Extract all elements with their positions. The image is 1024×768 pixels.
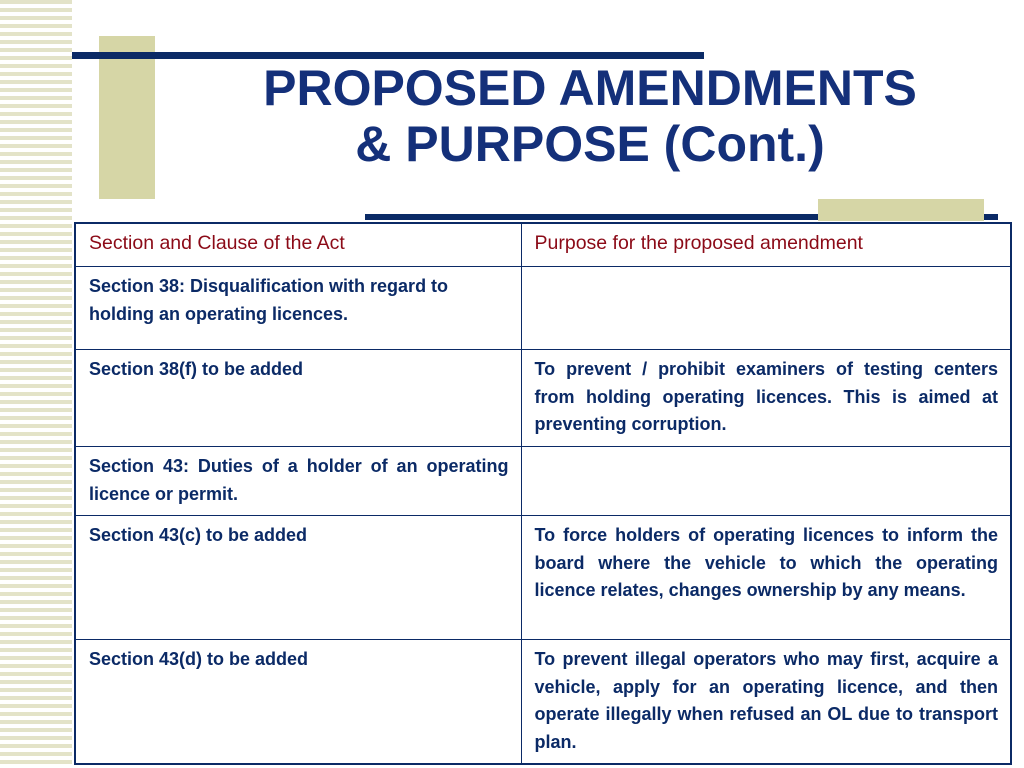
slide-title-line-1: PROPOSED AMENDMENTS — [263, 60, 917, 116]
table-header-row — [75, 223, 1011, 267]
title-top-rule — [72, 52, 704, 59]
slide-title-line-2: & PURPOSE (Cont.) — [355, 116, 825, 172]
purpose-cell: To prevent / prohibit examiners of testing centers from holding operating licences. This is aimed at preventing corruption. — [521, 350, 1011, 447]
table-row — [75, 516, 1011, 640]
column-header-section: Section and Clause of the Act — [75, 223, 521, 267]
section-cell: Section 38(f) to be added — [75, 350, 521, 447]
amendments-table — [74, 222, 1012, 765]
table-row — [75, 267, 1011, 350]
purpose-cell: To force holders of operating licences to inform the board where the vehicle to which the operating licence relates, changes ownership by any means. — [521, 516, 1011, 640]
purpose-cell — [521, 447, 1011, 516]
striped-side-decoration — [0, 0, 72, 768]
title-accent-block — [99, 36, 155, 199]
table-row — [75, 350, 1011, 447]
purpose-cell: To prevent illegal operators who may first, acquire a vehicle, apply for an operating licence, and then operate illegally when refused an OL due to transport plan. — [521, 640, 1011, 765]
table-row — [75, 447, 1011, 516]
section-cell: Section 43(c) to be added — [75, 516, 521, 640]
slide-title — [150, 60, 1024, 172]
section-cell: Section 43: Duties of a holder of an operating licence or permit. — [75, 447, 521, 516]
purpose-cell — [521, 267, 1011, 350]
column-header-purpose: Purpose for the proposed amendment — [521, 223, 1011, 267]
section-cell: Section 43(d) to be added — [75, 640, 521, 765]
table-row — [75, 640, 1011, 765]
section-cell: Section 38: Disqualification with regard to holding an operating licences. — [75, 267, 521, 350]
table-accent-block — [818, 199, 984, 221]
